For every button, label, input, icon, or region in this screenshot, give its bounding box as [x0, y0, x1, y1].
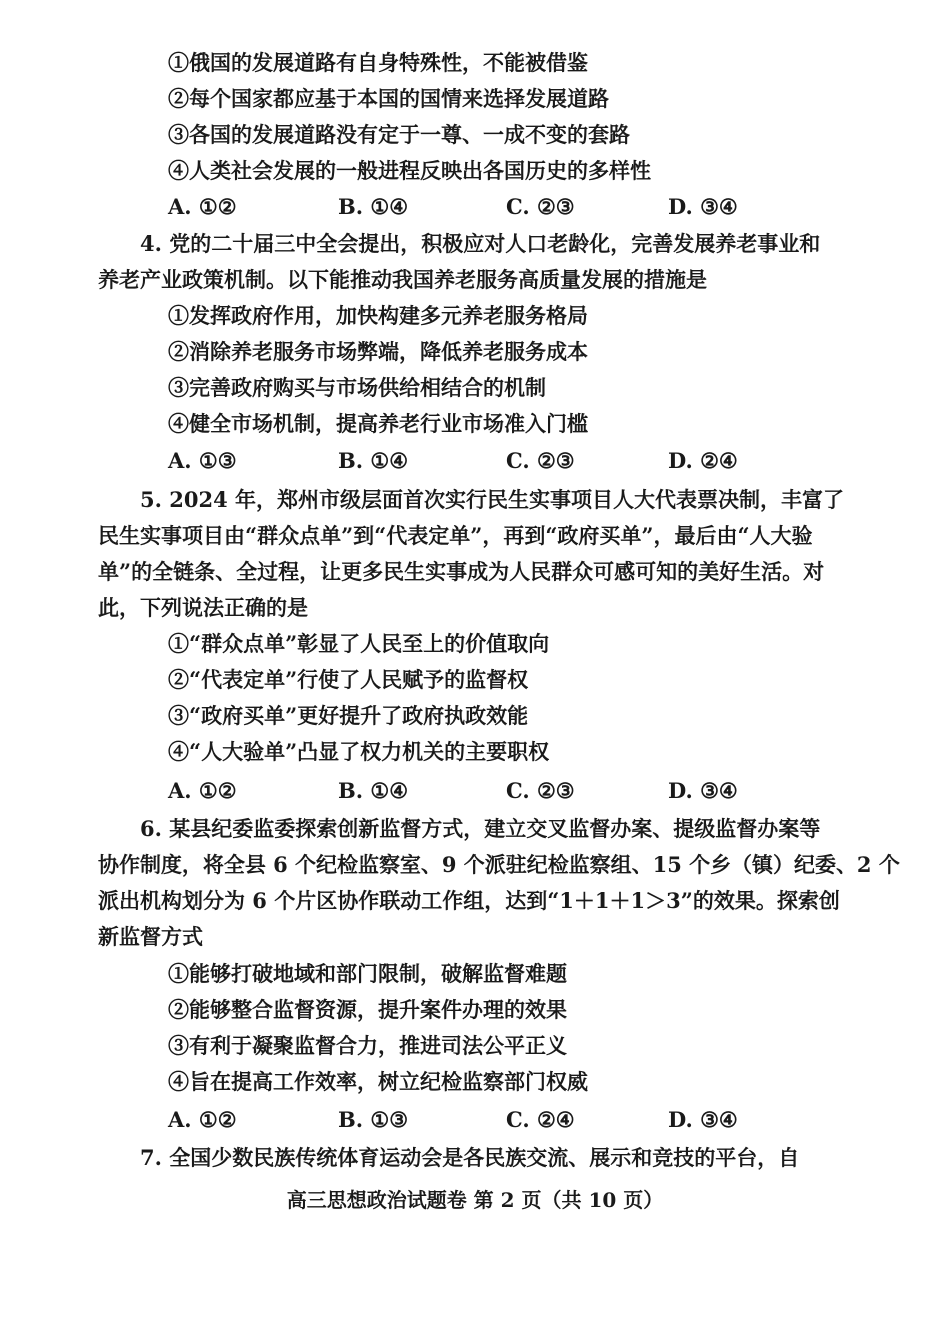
- q5-choice-a: A. ①②: [168, 778, 237, 803]
- q5-option-3: ③“政府买单”更好提升了政府执政效能: [168, 703, 529, 728]
- q3-choice-d: D. ③④: [668, 194, 738, 219]
- q4-option-3: ③完善政府购买与市场供给相结合的机制: [168, 375, 546, 400]
- q7-stem-line-1: 7. 全国少数民族传统体育运动会是各民族交流、展示和竞技的平台，自: [140, 1145, 800, 1170]
- q4-choice-c: C. ②③: [506, 448, 575, 473]
- q3-option-3: ③各国的发展道路没有定于一尊、一成不变的套路: [168, 122, 630, 147]
- q6-stem-line-2: 协作制度，将全县 6 个纪检监察室、9 个派驻纪检监察组、15 个乡（镇）纪委、2 个: [98, 852, 900, 877]
- q5-option-4: ④“人大验单”凸显了权力机关的主要职权: [168, 739, 550, 764]
- q5-stem-line-1: 5. 2024 年，郑州市级层面首次实行民生实事项目人大代表票决制，丰富了: [140, 487, 844, 512]
- q4-choice-b: B. ①④: [338, 448, 409, 473]
- q4-stem-line-2: 养老产业政策机制。以下能推动我国养老服务高质量发展的措施是: [98, 267, 707, 292]
- q6-choice-c: C. ②④: [506, 1107, 575, 1132]
- q4-choice-a: A. ①③: [168, 448, 237, 473]
- q3-choice-c: C. ②③: [506, 194, 575, 219]
- q5-choice-b: B. ①④: [338, 778, 409, 803]
- q6-choice-b: B. ①③: [338, 1107, 409, 1132]
- q3-option-4: ④人类社会发展的一般进程反映出各国历史的多样性: [168, 158, 651, 183]
- q5-option-2: ②“代表定单”行使了人民赋予的监督权: [168, 667, 529, 692]
- q5-stem-line-3: 单”的全链条、全过程，让更多民生实事成为人民群众可感可知的美好生活。对: [98, 559, 825, 584]
- q4-stem-line-1: 4. 党的二十届三中全会提出，积极应对人口老龄化，完善发展养老事业和: [140, 231, 821, 256]
- q6-option-3: ③有利于凝聚监督合力，推进司法公平正义: [168, 1033, 567, 1058]
- q6-option-2: ②能够整合监督资源，提升案件办理的效果: [168, 997, 567, 1022]
- q6-choice-d: D. ③④: [668, 1107, 738, 1132]
- q5-stem-line-2: 民生实事项目由“群众点单”到“代表定单”，再到“政府买单”，最后由“人大验: [98, 523, 813, 548]
- q5-option-1: ①“群众点单”彰显了人民至上的价值取向: [168, 631, 550, 656]
- q6-option-1: ①能够打破地域和部门限制，破解监督难题: [168, 961, 567, 986]
- q5-stem-line-4: 此，下列说法正确的是: [98, 595, 308, 620]
- q6-stem-line-3: 派出机构划分为 6 个片区协作联动工作组，达到“1＋1＋1＞3”的效果。探索创: [98, 888, 840, 913]
- page-footer: 高三思想政治试题卷 第 2 页（共 10 页）: [286, 1188, 664, 1212]
- q4-option-4: ④健全市场机制，提高养老行业市场准入门槛: [168, 411, 588, 436]
- q3-choice-b: B. ①④: [338, 194, 409, 219]
- q5-choice-d: D. ③④: [668, 778, 738, 803]
- q6-stem-line-4: 新监督方式: [98, 924, 203, 949]
- q4-option-1: ①发挥政府作用，加快构建多元养老服务格局: [168, 303, 588, 328]
- q4-option-2: ②消除养老服务市场弊端，降低养老服务成本: [168, 339, 588, 364]
- q6-choice-a: A. ①②: [168, 1107, 237, 1132]
- q4-choice-d: D. ②④: [668, 448, 738, 473]
- q6-option-4: ④旨在提高工作效率，树立纪检监察部门权威: [168, 1069, 588, 1094]
- q5-choice-c: C. ②③: [506, 778, 575, 803]
- q6-stem-line-1: 6. 某县纪委监委探索创新监督方式，建立交叉监督办案、提级监督办案等: [140, 816, 821, 841]
- q3-option-2: ②每个国家都应基于本国的国情来选择发展道路: [168, 86, 609, 111]
- q3-choice-a: A. ①②: [168, 194, 237, 219]
- q3-option-1: ①俄国的发展道路有自身特殊性，不能被借鉴: [168, 50, 588, 75]
